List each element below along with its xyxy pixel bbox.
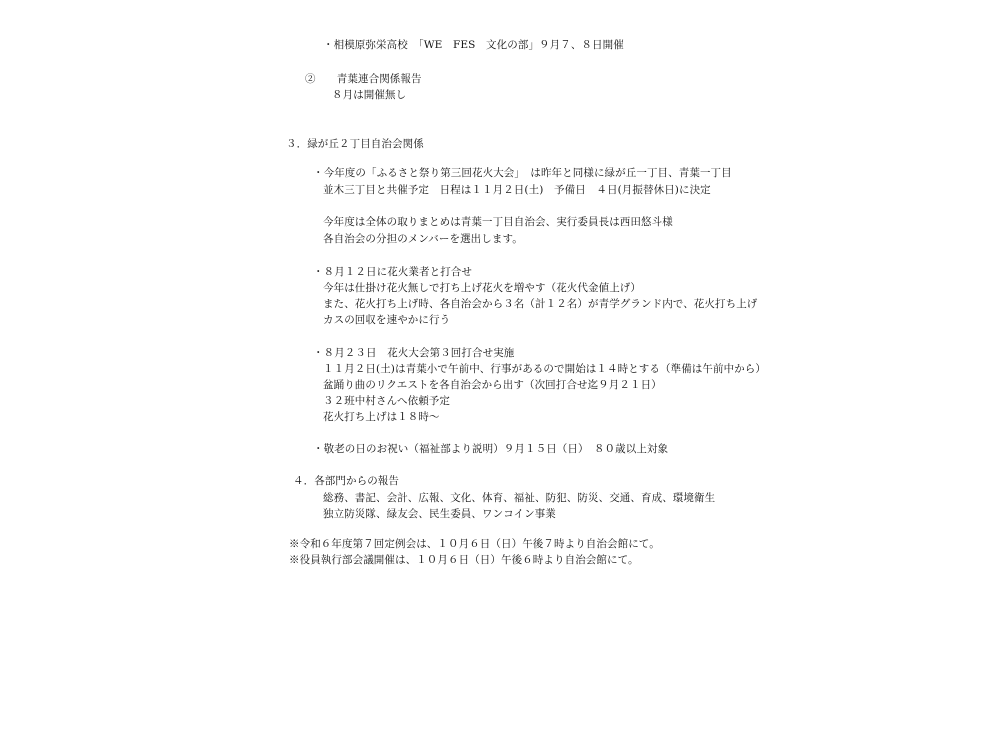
line-aug23-detail-2: 盆踊り曲のリクエストを各自治会から出す（次回打合せ迄９月２１日） bbox=[323, 379, 662, 391]
line-departments-2: 独立防災隊、緑友会、民生委員、ワンコイン事業 bbox=[323, 508, 556, 520]
line-aoba-no-meeting: ８月は開催無し bbox=[332, 89, 407, 101]
line-aug12-detail-1: 今年は仕掛け花火無しで打ち上げ花火を増やす（花火代金値上げ） bbox=[323, 282, 641, 294]
line-aug23-detail-3: ３２班中村さんへ依頼予定 bbox=[323, 395, 450, 407]
section-3-heading: ３．緑が丘２丁目自治会関係 bbox=[286, 138, 424, 150]
note-executive-meeting: ※役員執行部会議開催は、１０月６日（日）午後６時より自治会館にて。 bbox=[289, 554, 639, 566]
line-fireworks-schedule: 並木三丁目と共催予定 日程は１１月２日(土) 予備日 ４日(月振替休日)に決定 bbox=[323, 184, 711, 196]
line-members: 各自治会の分担のメンバーを選出します。 bbox=[323, 233, 523, 245]
line-aug23-meeting: ・８月２３日 花火大会第３回打合せ実施 bbox=[313, 347, 515, 359]
line-aug12-detail-3: カスの回収を速やかに行う bbox=[323, 314, 451, 326]
line-organizer: 今年度は全体の取りまとめは青葉一丁目自治会、実行委員長は西田悠斗様 bbox=[323, 216, 673, 228]
line-aug23-detail-4: 花火打ち上げは１８時～ bbox=[323, 411, 440, 423]
line-aug12-detail-2: また、花火打ち上げ時、各自治会から３名（計１２名）が青学グランド内で、花火打ち上げ bbox=[323, 298, 758, 310]
line-fireworks-event: ・今年度の「ふるさと祭り第三回花火大会」 は昨年と同様に緑が丘一丁目、青葉一丁目 bbox=[313, 167, 732, 179]
section-4-heading: ４．各部門からの報告 bbox=[293, 475, 399, 487]
line-aoba-report-heading: ② 青葉連合関係報告 bbox=[305, 73, 422, 85]
line-school-festival: ・相模原弥栄高校 「WE FES 文化の部」９月７、８日開催 bbox=[323, 39, 624, 51]
line-aug23-detail-1: １１月２日(土)は青葉小で午前中、行事があるので開始は１４時とする（準備は午前中から） bbox=[323, 363, 766, 375]
note-regular-meeting: ※令和６年度第７回定例会は、１０月６日（日）午後７時より自治会館にて。 bbox=[289, 538, 660, 550]
line-respect-aged-day: ・敬老の日のお祝い（福祉部より説明）９月１５日（日） ８０歳以上対象 bbox=[313, 443, 669, 455]
line-departments-1: 総務、書記、会計、広報、文化、体育、福祉、防犯、防災、交通、育成、環境衛生 bbox=[323, 492, 716, 504]
line-aug12-meeting: ・８月１２日に花火業者と打合せ bbox=[313, 266, 472, 278]
